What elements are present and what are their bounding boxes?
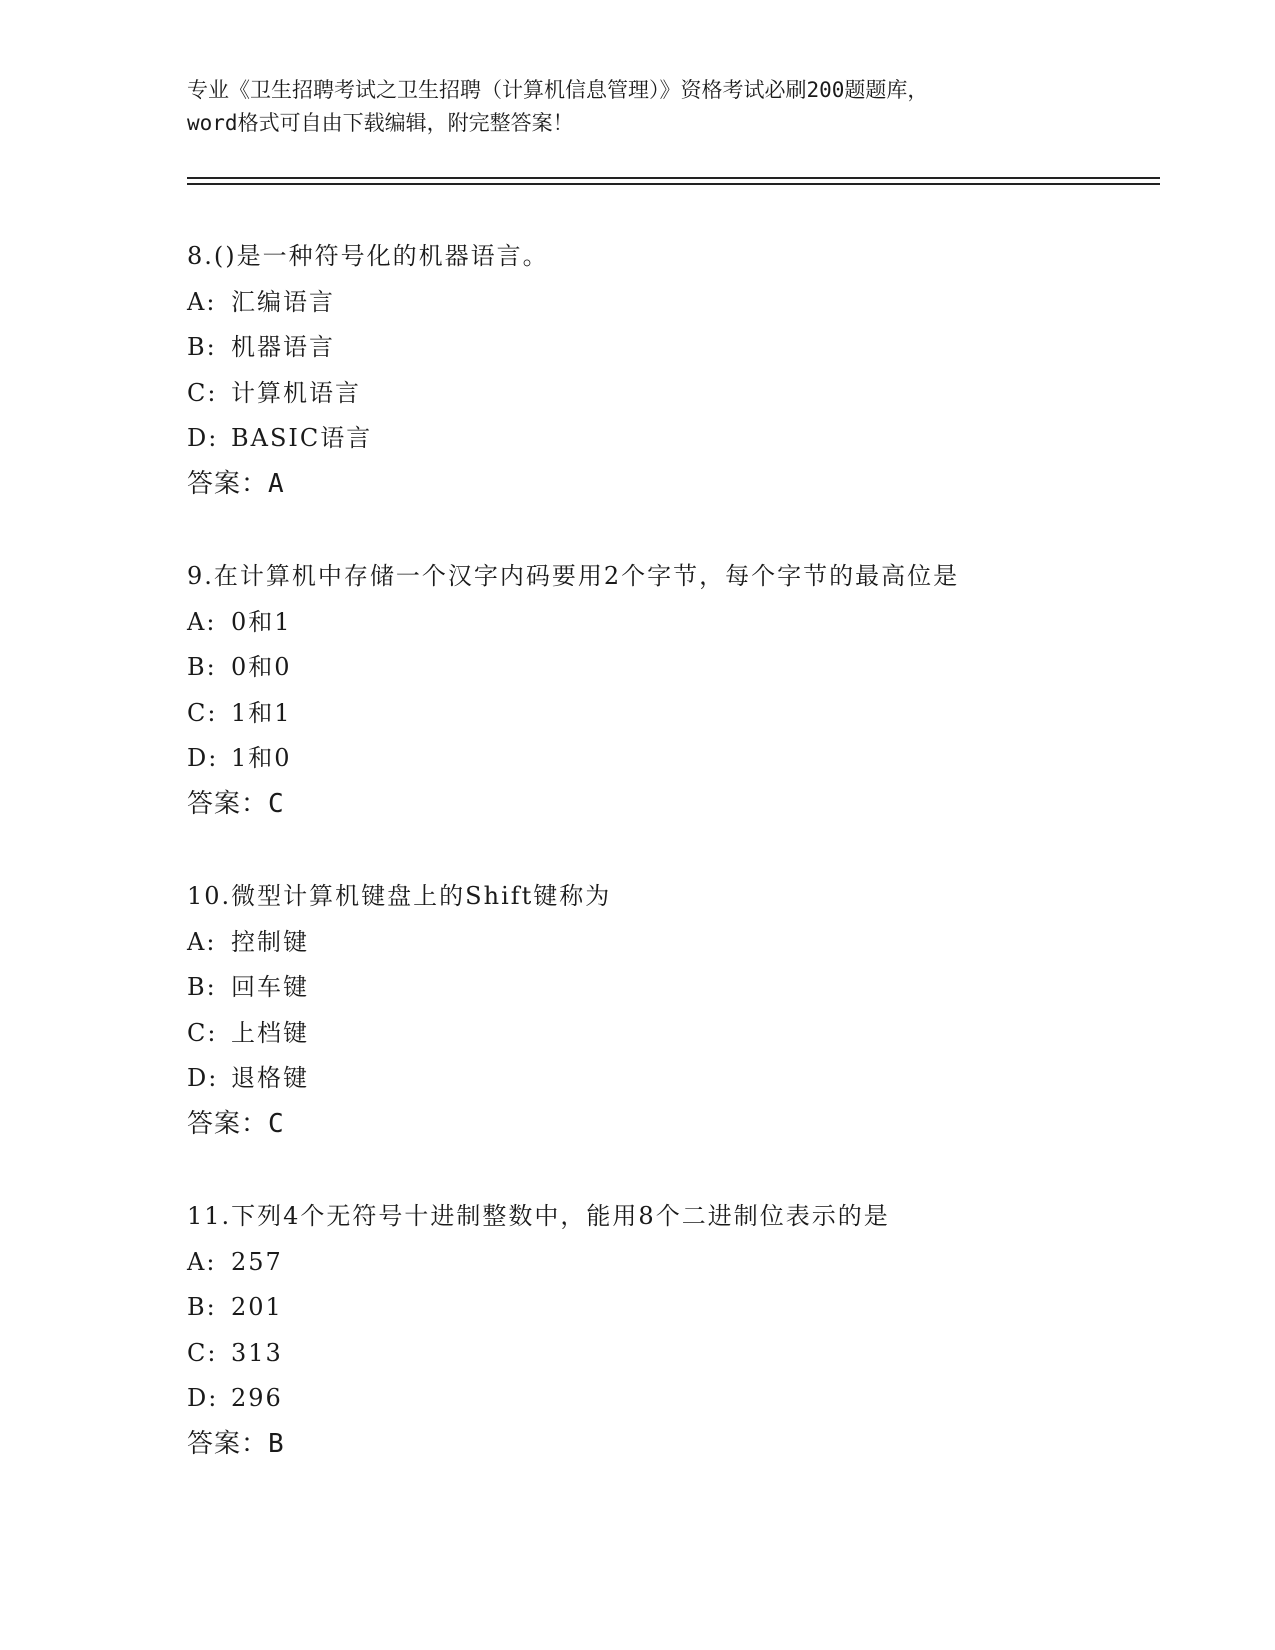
option-text: 1和1	[231, 698, 292, 727]
option-c	[187, 371, 1187, 417]
option-a	[187, 920, 1187, 966]
option-d	[187, 1376, 1187, 1422]
answer-line: 答案：B	[187, 1428, 285, 1459]
option-b	[187, 1285, 1187, 1331]
option-b	[187, 965, 1187, 1011]
option-b	[187, 325, 1187, 371]
question-stem: 9.在计算机中存储一个汉字内码要用2个字节，每个字节的最高位是	[187, 562, 960, 590]
answer-line: 答案：A	[187, 468, 285, 499]
option-text: 296	[231, 1384, 283, 1412]
header-line-2: word格式可自由下载编辑，附完整答案！	[187, 111, 574, 135]
option-text: 汇编语言	[231, 287, 335, 316]
option-a	[187, 600, 1187, 646]
option-text: 上档键	[231, 1018, 309, 1047]
option-text: 201	[231, 1293, 283, 1321]
document-header	[187, 74, 1107, 140]
option-text: 1和0	[231, 744, 292, 772]
option-d	[187, 736, 1187, 782]
option-a	[187, 280, 1187, 326]
option-key: A:	[187, 927, 217, 956]
option-text: 回车键	[231, 973, 309, 1001]
option-c	[187, 691, 1187, 737]
header-divider-top	[187, 177, 1160, 179]
option-key: C:	[187, 378, 218, 407]
option-key: B:	[187, 333, 217, 361]
option-text: 退格键	[231, 1064, 309, 1092]
option-key: A:	[187, 1247, 217, 1276]
option-b	[187, 645, 1187, 691]
question-block	[187, 554, 1187, 827]
option-text: 257	[231, 1247, 283, 1276]
option-key: A:	[187, 287, 217, 316]
option-key: D:	[187, 744, 219, 772]
question-stem: 11.下列4个无符号十进制整数中，能用8个二进制位表示的是	[187, 1202, 890, 1230]
answer-line: 答案：C	[187, 1108, 285, 1139]
option-a	[187, 1240, 1187, 1286]
option-key: D:	[187, 1064, 219, 1092]
option-text: 计算机语言	[231, 378, 361, 407]
question-block	[187, 234, 1187, 507]
option-key: A:	[187, 607, 217, 636]
option-text: 机器语言	[231, 333, 335, 361]
option-key: B:	[187, 653, 217, 681]
question-stem: 8.()是一种符号化的机器语言。	[187, 242, 549, 270]
question-stem: 10.微型计算机键盘上的Shift键称为	[187, 882, 612, 910]
answer-line: 答案：C	[187, 788, 285, 819]
option-d	[187, 416, 1187, 462]
option-key: D:	[187, 424, 219, 452]
question-block	[187, 1194, 1187, 1467]
option-text: 313	[231, 1338, 283, 1367]
option-d	[187, 1056, 1187, 1102]
option-key: D:	[187, 1384, 219, 1412]
option-key: B:	[187, 973, 217, 1001]
option-text: 0和0	[231, 653, 292, 681]
option-key: B:	[187, 1293, 217, 1321]
option-text: 0和1	[231, 607, 292, 636]
option-key: C:	[187, 1018, 218, 1047]
option-key: C:	[187, 1338, 218, 1367]
header-divider-bottom	[187, 183, 1160, 185]
option-c	[187, 1331, 1187, 1377]
option-text: BASIC语言	[231, 424, 373, 452]
option-c	[187, 1011, 1187, 1057]
question-block	[187, 874, 1187, 1147]
option-text: 控制键	[231, 927, 309, 956]
option-key: C:	[187, 698, 218, 727]
header-line-1: 专业《卫生招聘考试之卫生招聘（计算机信息管理）》资格考试必刷200题题库，	[187, 78, 929, 102]
